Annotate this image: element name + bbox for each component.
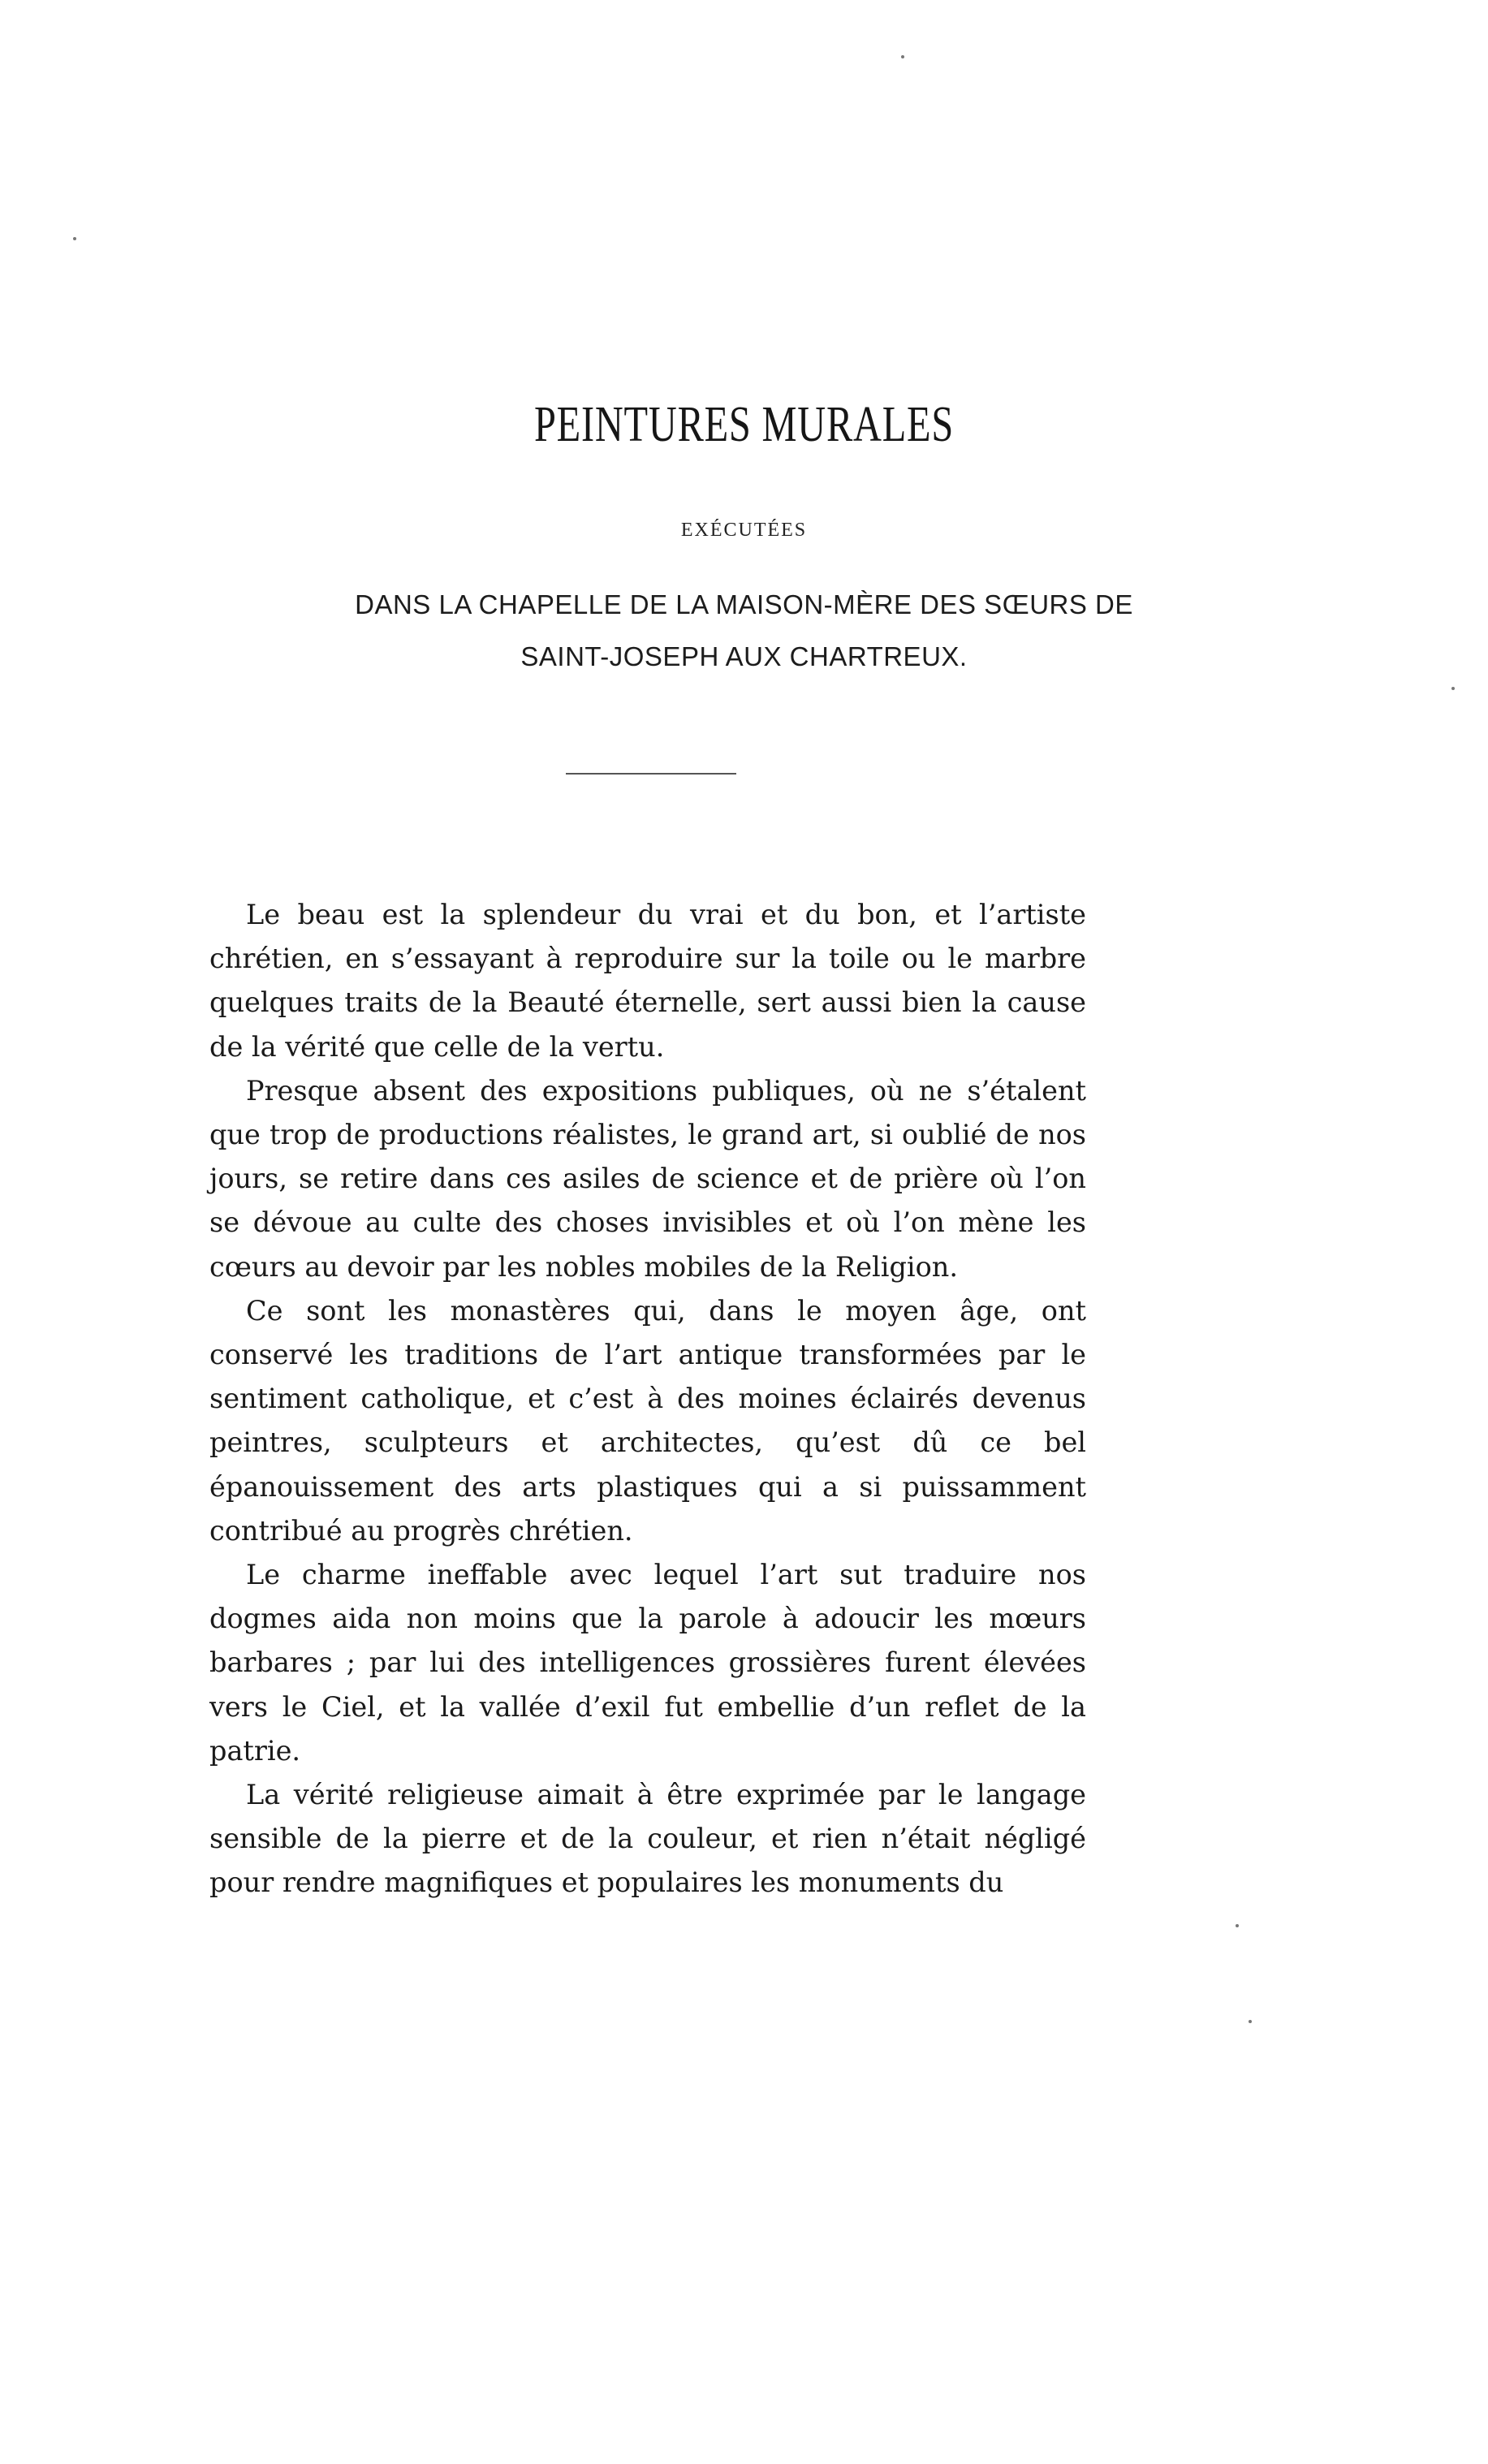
body-text (209, 893, 1086, 1905)
subtitle-executees: EXÉCUTÉES (680, 520, 808, 541)
scan-speck (1249, 2020, 1252, 2023)
scan-speck (901, 55, 904, 58)
paragraph: Le beau est la splendeur du vrai et du bon, et l’artiste chrétien, en s’essayant à reproduire sur la toile ou le marbre quelques traits de la Beauté éternelle, sert aussi bien la cause de la vérité que celle de la vertu. (209, 899, 1086, 1063)
subtitle-line-2: SAINT-JOSEPH AUX CHARTREUX. (520, 641, 968, 671)
section-divider (566, 773, 736, 775)
paragraph: Le charme ineffable avec lequel l’art sut traduire nos dogmes aida non moins que la parole à adoucir les mœurs barbares ; par lui des intelligences grossières furent élevées vers le Ciel, et la vallée d’exil fut embellie d’un reflet de la patrie. (209, 1559, 1086, 1767)
page-title: PEINTURES MURALES (533, 397, 955, 452)
paragraph: La vérité religieuse aimait à être exprimée par le langage sensible de la pierre et de la couleur, et rien n’était négligé pour rendre magnifiques et populaires les monuments du (209, 1779, 1086, 1899)
scan-speck (1236, 1924, 1239, 1927)
subtitle-line-1: DANS LA CHAPELLE DE LA MAISON-MÈRE DES SŒURS DE (355, 589, 1133, 619)
paragraph: Ce sont les monastères qui, dans le moyen âge, ont conservé les traditions de l’art antique transformées par le sentiment catholique, et c’est à des moines éclairés devenus peintres, sculpteurs et architectes, qu’est dû ce bel épanouissement des arts plastiques qui a si puissamment contribué au progrès chrétien. (209, 1294, 1086, 1547)
paragraph: Presque absent des expositions publiques, où ne s’étalent que trop de productions réalistes, le grand art, si oublié de nos jours, se retire dans ces asiles de science et de prière où l’on se dévoue au culte des choses invisibles et où l’on mène les cœurs au devoir par les nobles mobiles de la Religion. (209, 1074, 1086, 1283)
scan-speck (73, 237, 76, 240)
scan-speck (1451, 687, 1455, 690)
